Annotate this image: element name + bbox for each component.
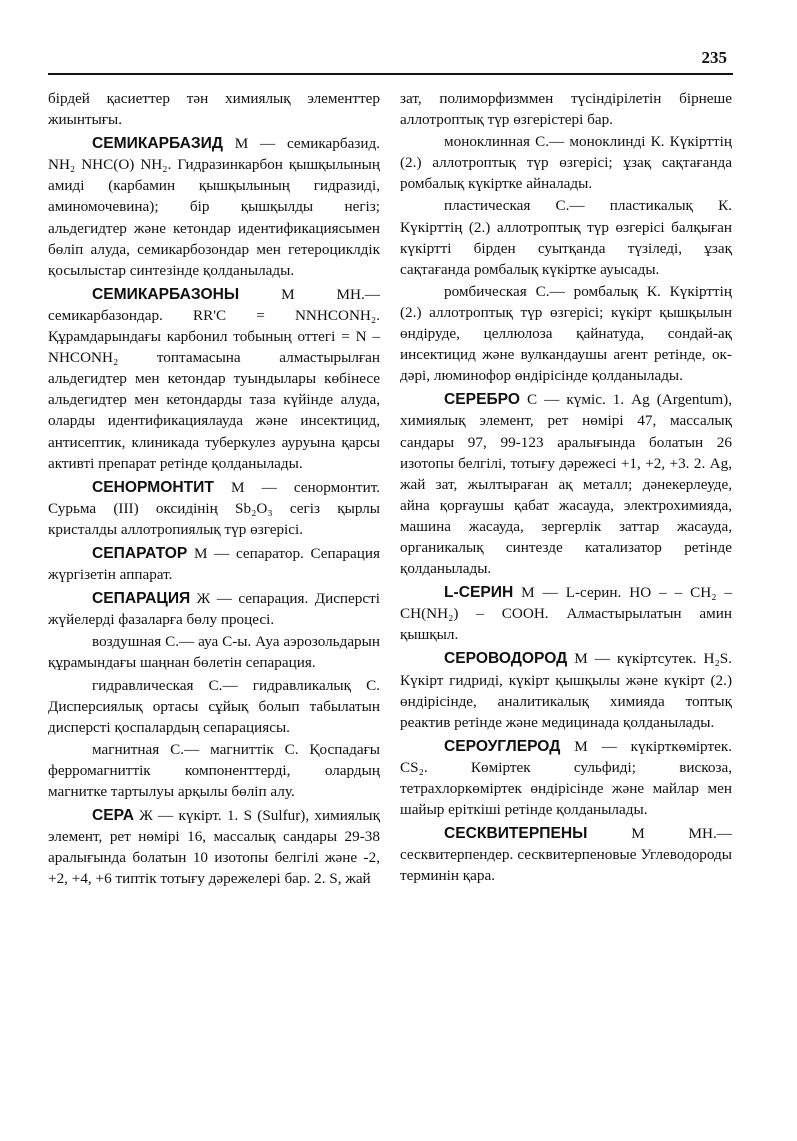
entry-text: С — күміс. 1. Ag (Argentum), химиялық элемент, рет нөмірі 47, массалық сандары 97, 99-123 аралығында болатын 26 изотопы белгілі, тотығу дәрежесі +1, +2, +3. 2. Ag, жай зат, жылтыраған ақ металл; дәнекерлеуде, айна қорғаушы қабат жасауда, электрохимияда, машина жасауда, зергерлік заттар жасауда, органикалық синтезде катализатор ретінде қолданылады.	[400, 391, 732, 578]
dictionary-entry	[400, 736, 732, 820]
entry-text: ромбическая С.— ромбалық К. Күкірттің (2.) аллотроптық түр өзгерісі; күкірт қышқылын өндіруде, целлюлоза қайнатуда, сондай-ақ инсектицид және вулкандаушы агент ретінде, ок-дәрі, люминофор өндірісінде қолданылады.	[400, 282, 732, 385]
continued-text	[48, 88, 380, 130]
sub-entry	[48, 739, 380, 802]
entry-text: М — күкіртсутек. H₂S. Күкірт гидриді, күкірт қышқылы және күкірт (2.) өндірісінде, аналитикалық химияда топтық реактив ретінде және медицинада қолданылады.	[400, 650, 732, 731]
entry-term: L-СЕРИН	[444, 584, 514, 602]
entry-term: СЕРА	[92, 807, 134, 825]
continued-text	[400, 88, 732, 130]
sub-entry	[48, 675, 380, 738]
entry-term: СЕМИКАРБАЗИД	[92, 135, 224, 153]
page-number: 235	[701, 48, 727, 67]
right-column	[400, 88, 732, 886]
dictionary-entry	[400, 648, 732, 732]
entry-term: СЕСКВИТЕРПЕНЫ	[444, 825, 588, 843]
entry-text: М — сенормонтит. Сурьма (III) оксидінің Sb₂O₃ сегіз қырлы кристалды аллотропиялық түр өзгерісі.	[48, 478, 380, 538]
sub-entry	[400, 131, 732, 194]
entry-term: СЕРОВОДОРОД	[444, 650, 568, 668]
entry-term: СЕПАРАЦИЯ	[92, 590, 191, 608]
sub-entry	[400, 195, 732, 279]
entry-text: бірдей қасиеттер тән химиялық элементтер жиынтығы.	[48, 90, 380, 129]
entry-text: воздушная С.— ауа С-ы. Ауа аэрозольдарын құрамындағы шаңнан бөлетін сепарация.	[48, 633, 380, 672]
header-rule	[48, 73, 733, 75]
dictionary-entry	[400, 823, 732, 886]
dictionary-entry	[48, 805, 380, 889]
entry-text: Ж — күкірт. 1. S (Sulfur), химиялық элемент, рет нөмірі 16, массалық сандары 29-38 аралығында болатын 10 изотопы белгілі және -2, +2, +4, +6 типтік тотығу дәрежелері бар. 2. S, жай	[48, 807, 380, 888]
entry-text: М — L-серин. НО – – CH₂ – CH(NH₂) – COOH. Алмастырылатын амин қышқыл.	[400, 584, 732, 644]
dictionary-entry	[48, 588, 380, 630]
entry-text: моноклинная С.— моноклинді К. Күкірттің (2.) аллотроптық түр өзгерісі; ұзақ сақтағанда ромбалық күкіртке айналады.	[400, 133, 732, 193]
entry-text: зат, полиморфизммен түсіндірілетін бірнеше аллотроптық түр өзгерістері бар.	[400, 90, 732, 129]
entry-text: М — күкірткөміртек. CS₂. Көміртек сульфиді; вискоза, тетрахлоркөміртек өндірісінде және майлар мен шайыр еріткіші ретінде қолданылады.	[400, 737, 732, 819]
entry-term: СЕРЕБРО	[444, 391, 520, 409]
entry-text: пластическая С.— пластикалық К. Күкірттің (2.) аллотроптық түр өзгерісі балқыған күкіртті бірден суытқанда түзіледі, ұзақ сақтағанда ромбалық күкіртке ауысады.	[400, 197, 732, 278]
sub-entry	[400, 281, 732, 386]
dictionary-entry	[400, 389, 732, 579]
dictionary-entry	[48, 477, 380, 540]
left-column	[48, 88, 380, 889]
dictionary-entry	[48, 543, 380, 585]
entry-term: СЕРОУГЛЕРОД	[444, 737, 561, 755]
dictionary-entry	[48, 284, 380, 474]
dictionary-entry	[48, 133, 380, 281]
dictionary-entry	[400, 582, 732, 645]
entry-text: М — семикарбазид. NH₂ NHC(O) NH₂. Гидразинкарбон қышқылының амиді (карбамин қышқылының гидразиді, аминомочевина); бір қышқылды негіз; альдегидтер және кетондар идентификациясымен бөліп алуда, семикарбозондар мен гетероциклдік қосылыстар синтезінде қолданылады.	[48, 135, 380, 279]
entry-text: М МН.— сесквитерпендер. сесквитерпеновые Углеводороды терминін қара.	[400, 825, 732, 885]
entry-term: СЕПАРАТОР	[92, 544, 188, 562]
entry-text: гидравлическая С.— гидравликалық С. Дисперсиялық ортасы сұйық болып табылатын дисперсті қоспалардың сепарациясы.	[48, 676, 380, 736]
entry-text: Ж — сепарация. Дисперсті жүйелерді фазаларға бөлу процесі.	[48, 590, 380, 629]
sub-entry	[48, 631, 380, 673]
entry-text: М — сепаратор. Сепарация жүргізетін аппарат.	[48, 544, 380, 584]
entry-term: СЕМИКАРБАЗОНЫ	[92, 285, 240, 303]
entry-text: магнитная С.— магниттік С. Қоспадағы ферромагниттік компоненттерді, олардың магнитке тартылуы арқылы бөліп алу.	[48, 740, 380, 800]
entry-text: М МН.— семикарбазондар. RR'C = NNHCONH₂. Құрамдарындағы карбонил тобының оттегі = N – NHCONH₂ топтамасына алмастырылған альдегидтер мен кетондар туындылары көбінесе альдегидтер мен кетондарды таза күйінде алуда, оларды идентификациялауда және инсектицид, антисептик, клиникада туберкулез ауруына қарсы активті препарат ретінде қолданылады.	[48, 285, 380, 472]
entry-term: СЕНОРМОНТИТ	[92, 478, 214, 496]
